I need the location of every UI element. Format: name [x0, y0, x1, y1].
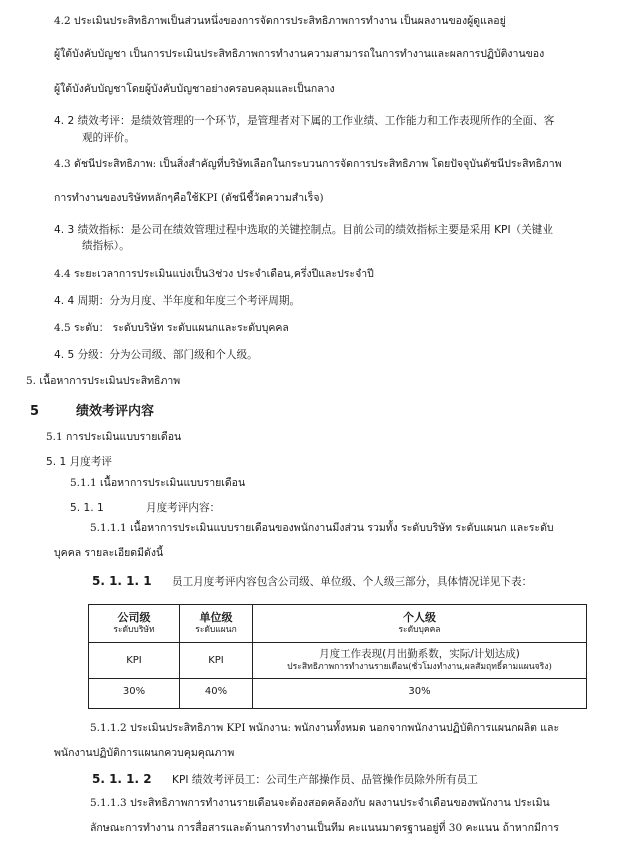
section-5-1-1-title: 月度考评内容： — [146, 502, 221, 514]
individual-level-thai: ระดับบุคคล — [398, 624, 441, 635]
thai-definition-line-3: ผู้ใต้บังคับบัญชาโดยผู้บังคับบัญชาอย่างครอบคลุมและเป็นกลาง — [54, 83, 335, 95]
table-header-row — [89, 605, 587, 643]
table-cell-company-kpi: KPI — [89, 643, 180, 679]
thai-level-line: 4.5 ระดับ： ระดับบริษัท ระดับแผนกและระดับบุคคล — [54, 322, 289, 334]
thai-5-1-1-3-line-1: 5.1.1.3 ประสิทธิภาพการทำงานรายเดือนจะต้องสอดคล้องกับ ผลงานประจำเดือนของพนักงาน ประเมิน — [90, 797, 550, 809]
chinese-period-line: 4. 4 周期：分为月度、半年度和年度三个考评周期。 — [54, 295, 301, 307]
individual-level-label: 个人级 — [403, 610, 436, 624]
section-5-title: 绩效考评内容 — [76, 404, 155, 419]
chinese-kpi-definition: 4. 3 绩效指标：是公司在绩效管理过程中选取的关键控制点。目前公司的绩效指标主要是采用 KPI（关键业 — [54, 224, 553, 236]
thai-5-1-1-3-line-2: ลักษณะการทำงาน การสื่อสารและด้านการทำงานเป็นทีม คะแนนมาตรฐานอยู่ที่ 30 คะแนน ถ้าหากมีการ — [90, 822, 559, 834]
thai-kpi-definition-line-2: การทำงานของบริษัทหลักๆคือใช้KPI (ดัชนีชี้วัดความสำเร็จ) — [54, 192, 324, 204]
section-5-1-1-1-number: 5. 1. 1. 1 — [92, 574, 152, 588]
section-5-1-1-2-text: KPI 绩效考评员工：公司生产部操作员、品管操作员除外所有员工 — [172, 774, 478, 786]
unit-level-thai: ระดับแผนก — [195, 624, 237, 635]
table-header-company — [89, 605, 180, 643]
thai-5-1-1-2-line-1: 5.1.1.2 ประเมินประสิทธิภาพ KPI พนักงาน: พนักงานทั้งหมด นอกจากพนักงานปฏิบัติการแผนกผลิต และ — [90, 722, 560, 734]
chinese-definition-4-2-cont: 观的评价。 — [82, 132, 135, 144]
thai-kpi-definition-line-1: 4.3 ดัชนีประสิทธิภาพ: เป็นสิ่งสำคัญที่บริษัทเลือกในกระบวนการจัดการประสิทธิภาพ โดยปัจจุบันดัชนีประสิทธิภาพ — [54, 158, 562, 170]
section-5-number: 5 — [30, 404, 40, 419]
thai-section-5-1: 5.1 การประเมินแบบรายเดือน — [46, 431, 182, 443]
table-row — [89, 643, 587, 679]
chinese-definition-4-2: 4. 2 绩效考评：是绩效管理的一个环节，是管理者对下属的工作业绩、工作能力和工作表现所作的全面、客 — [54, 115, 555, 127]
table-header-unit — [180, 605, 253, 643]
unit-level-label: 单位级 — [199, 610, 233, 624]
table-cell-individual-content — [253, 643, 587, 679]
section-5-1-1-1-text: 员工月度考评内容包含公司级、单位级、个人级三部分，具体情况详见下表： — [172, 576, 533, 588]
table-cell-company-weight: 30% — [89, 679, 180, 709]
company-level-label: 公司级 — [117, 610, 151, 624]
thai-period-line: 4.4 ระยะเวลาการประเมินแบ่งเป็น3ช่วง ประจำเดือน,ครึ่งปีและประจำปี — [54, 268, 374, 280]
thai-section-5-heading: 5. เนื้อหาการประเมินประสิทธิภาพ — [26, 375, 181, 387]
thai-definition-line-2: ผู้ใต้บังคับบัญชา เป็นการประเมินประสิทธิภาพการทำงานความสามารถในการทำงานและผลการปฏิบัติงานของ — [54, 48, 545, 60]
thai-5-1-1-1-line-2: บุคคล รายละเอียดมีดังนี้ — [54, 547, 164, 559]
table-cell-individual-weight: 30% — [253, 679, 587, 709]
table-header-individual — [253, 605, 587, 643]
monthly-evaluation-table — [88, 604, 587, 709]
thai-5-1-1-2-line-2: พนักงานปฏิบัติการแผนกควบคุมคุณภาพ — [54, 747, 235, 759]
individual-content-thai: ประสิทธิภาพการทำงานรายเดือน(ชั่วโมงทำงาน,ผลสัมฤทธิ์ตามแผนจริง) — [287, 661, 552, 672]
section-5-1-title: 5. 1 月度考评 — [46, 456, 112, 468]
table-cell-unit-kpi: KPI — [180, 643, 253, 679]
individual-content-chinese: 月度工作表现(月出勤系数，实际/计划达成) — [319, 647, 520, 660]
chinese-level-line: 4. 5 分级：分为公司级、部门级和个人级。 — [54, 349, 258, 361]
table-cell-unit-weight: 40% — [180, 679, 253, 709]
chinese-kpi-definition-cont: 绩指标）。 — [82, 240, 130, 252]
thai-5-1-1-1-line-1: 5.1.1.1 เนื้อหาการประเมินแบบรายเดือนของพนักงานมีงส่วน รวมทั้ง ระดับบริษัท ระดับแผนก และระดับ — [90, 522, 554, 534]
section-5-1-1-number: 5. 1. 1 — [70, 502, 104, 514]
table-row — [89, 679, 587, 709]
company-level-thai: ระดับบริษัท — [113, 624, 155, 635]
section-5-1-1-2-number: 5. 1. 1. 2 — [92, 772, 152, 786]
thai-definition-line-1: 4.2 ประเมินประสิทธิภาพเป็นส่วนหนึ่งของการจัดการประสิทธิภาพการทำงาน เป็นผลงานของผู้ดูแลอยู่ — [54, 15, 506, 27]
thai-section-5-1-1: 5.1.1 เนื้อหาการประเมินแบบรายเดือน — [70, 477, 246, 489]
